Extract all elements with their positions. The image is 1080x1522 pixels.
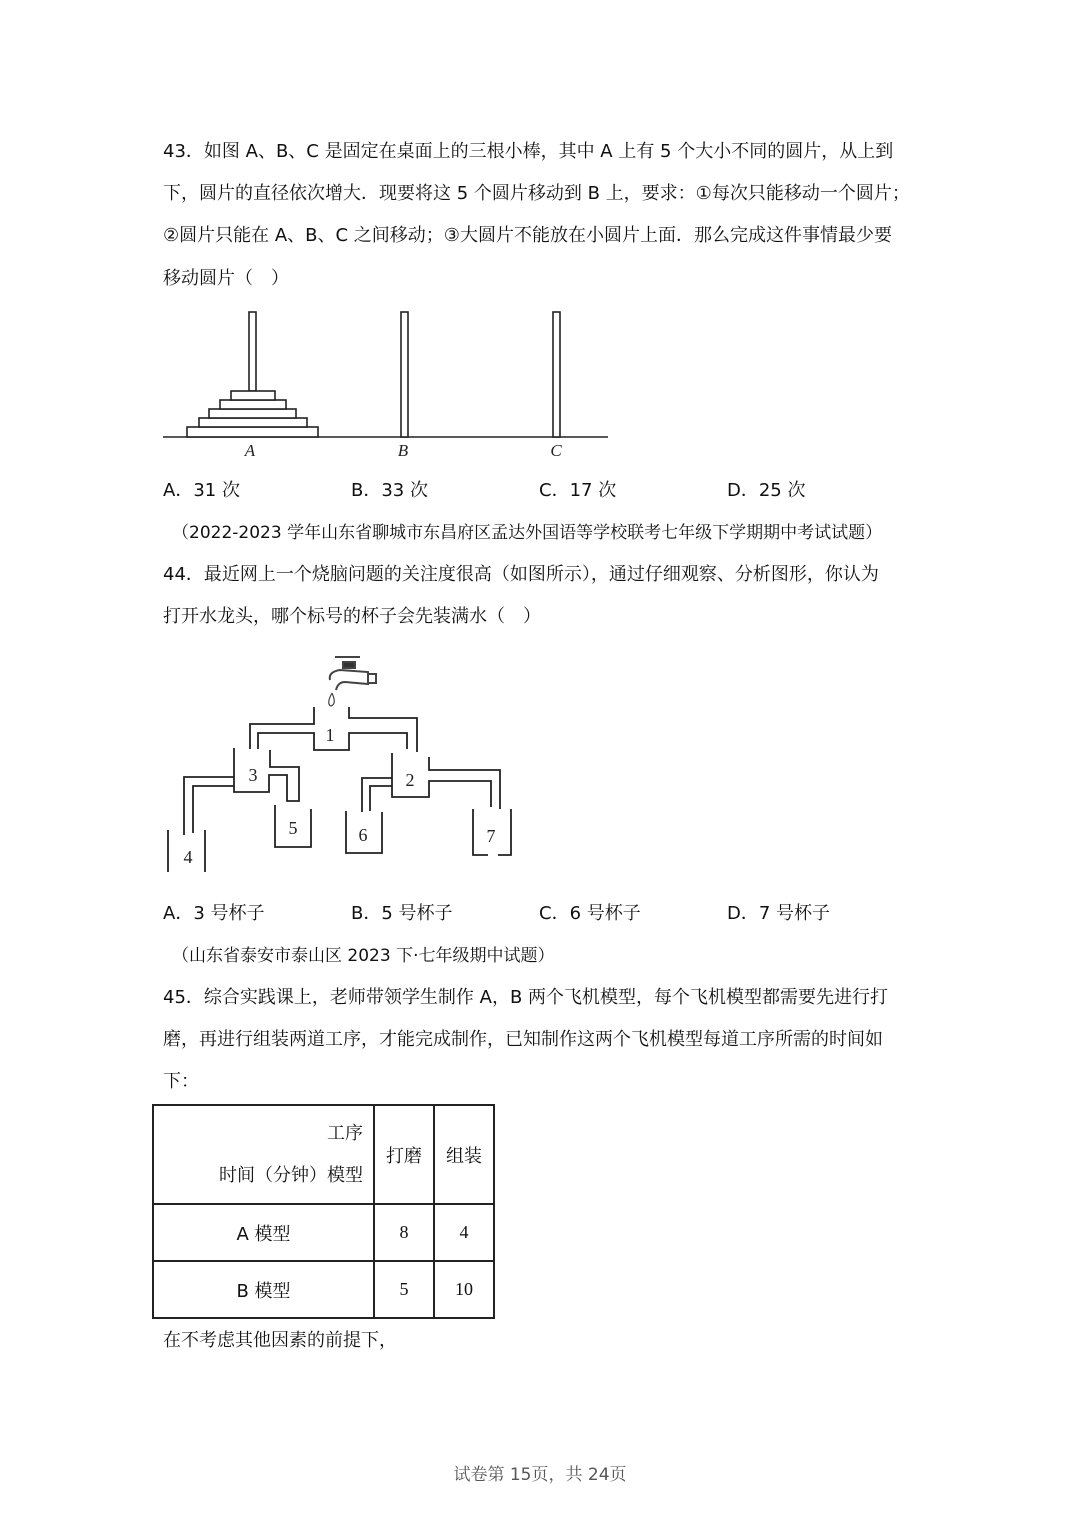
q44-option-a[interactable]: A．3 号杯子: [163, 903, 265, 924]
faucet-icon: [329, 657, 376, 706]
cup-label-5: 5: [288, 818, 298, 838]
cell: 8: [374, 1204, 434, 1261]
q44-option-b[interactable]: B．5 号杯子: [351, 903, 453, 924]
q43-option-d[interactable]: D．25 次: [727, 480, 806, 501]
disk-5: [187, 427, 318, 437]
cup-label-3: 3: [248, 765, 258, 785]
rod-a: [249, 312, 256, 391]
rod-label-c: C: [550, 441, 562, 460]
q44-line: 44．最近网上一个烧脑问题的关注度很高（如图所示），通过仔细观察、分析图形，你认为: [163, 564, 879, 585]
q45-line: 45．综合实践课上，老师带领学生制作 A，B 两个飞机模型，每个飞机模型都需要先进行打: [163, 987, 889, 1008]
cell: 4: [434, 1204, 494, 1261]
header-cell: 组装: [434, 1105, 494, 1204]
q43-line: 移动圆片（ ）: [163, 268, 289, 289]
q44-line: 打开水龙头，哪个标号的杯子会先装满水（ ）: [163, 606, 541, 627]
corner-bottom: 时间（分钟）模型: [219, 1164, 363, 1186]
q43-source: （2022-2023 学年山东省聊城市东昌府区孟达外国语等学校联考七年级下学期期中考试试题）: [172, 523, 883, 543]
disk-4: [199, 418, 307, 427]
rod-c: [553, 312, 560, 437]
table-row: [153, 1204, 494, 1261]
rod-b: [401, 312, 408, 437]
disk-1: [231, 391, 275, 400]
cell: 5: [374, 1261, 434, 1318]
q45-after-text: 在不考虑其他因素的前提下，: [163, 1330, 397, 1351]
disk-2: [220, 400, 286, 409]
cup-label-1: 1: [325, 725, 335, 745]
row-model: B 模型: [153, 1261, 374, 1318]
q43-line: ②圆片只能在 A、B、C 之间移动；③大圆片不能放在小圆片上面．那么完成这件事情最少要: [163, 225, 892, 246]
q43-line: 43．如图 A、B、C 是固定在桌面上的三根小棒，其中 A 上有 5 个大小不同的圆片，从上到: [163, 141, 894, 162]
q44-source: （山东省泰安市泰山区 2023 下·七年级期中试题）: [172, 946, 555, 966]
q43-option-c[interactable]: C．17 次: [539, 480, 617, 501]
disk-3: [209, 409, 296, 418]
header-cell: 打磨: [374, 1105, 434, 1204]
q45-line: 下：: [163, 1071, 199, 1092]
time-table: [152, 1104, 495, 1319]
q44-option-c[interactable]: C．6 号杯子: [539, 903, 641, 924]
cup-label-6: 6: [358, 825, 368, 845]
q43-option-b[interactable]: B．33 次: [351, 480, 428, 501]
rod-label-a: A: [244, 441, 256, 460]
q43-line: 下，圆片的直径依次增大．现要将这 5 个圆片移动到 B 上，要求：①每次只能移动一个圆片；: [163, 183, 910, 204]
cup-label-2: 2: [405, 770, 415, 790]
row-model: A 模型: [153, 1204, 374, 1261]
cups-diagram: [168, 707, 511, 872]
cup-label-7: 7: [486, 826, 496, 846]
rod-label-b: B: [397, 441, 409, 460]
cup-label-4: 4: [183, 847, 193, 867]
q44-option-d[interactable]: D．7 号杯子: [727, 903, 831, 924]
table-row: [153, 1261, 494, 1318]
cell: 10: [434, 1261, 494, 1318]
table-corner-cell: [153, 1105, 374, 1204]
page-footer: 试卷第 15页，共 24页: [453, 1465, 627, 1485]
q45-line: 磨，再进行组装两道工序，才能完成制作，已知制作这两个飞机模型每道工序所需的时间如: [163, 1029, 883, 1050]
corner-top: 工序: [327, 1122, 363, 1144]
q43-option-a[interactable]: A．31 次: [163, 480, 240, 501]
